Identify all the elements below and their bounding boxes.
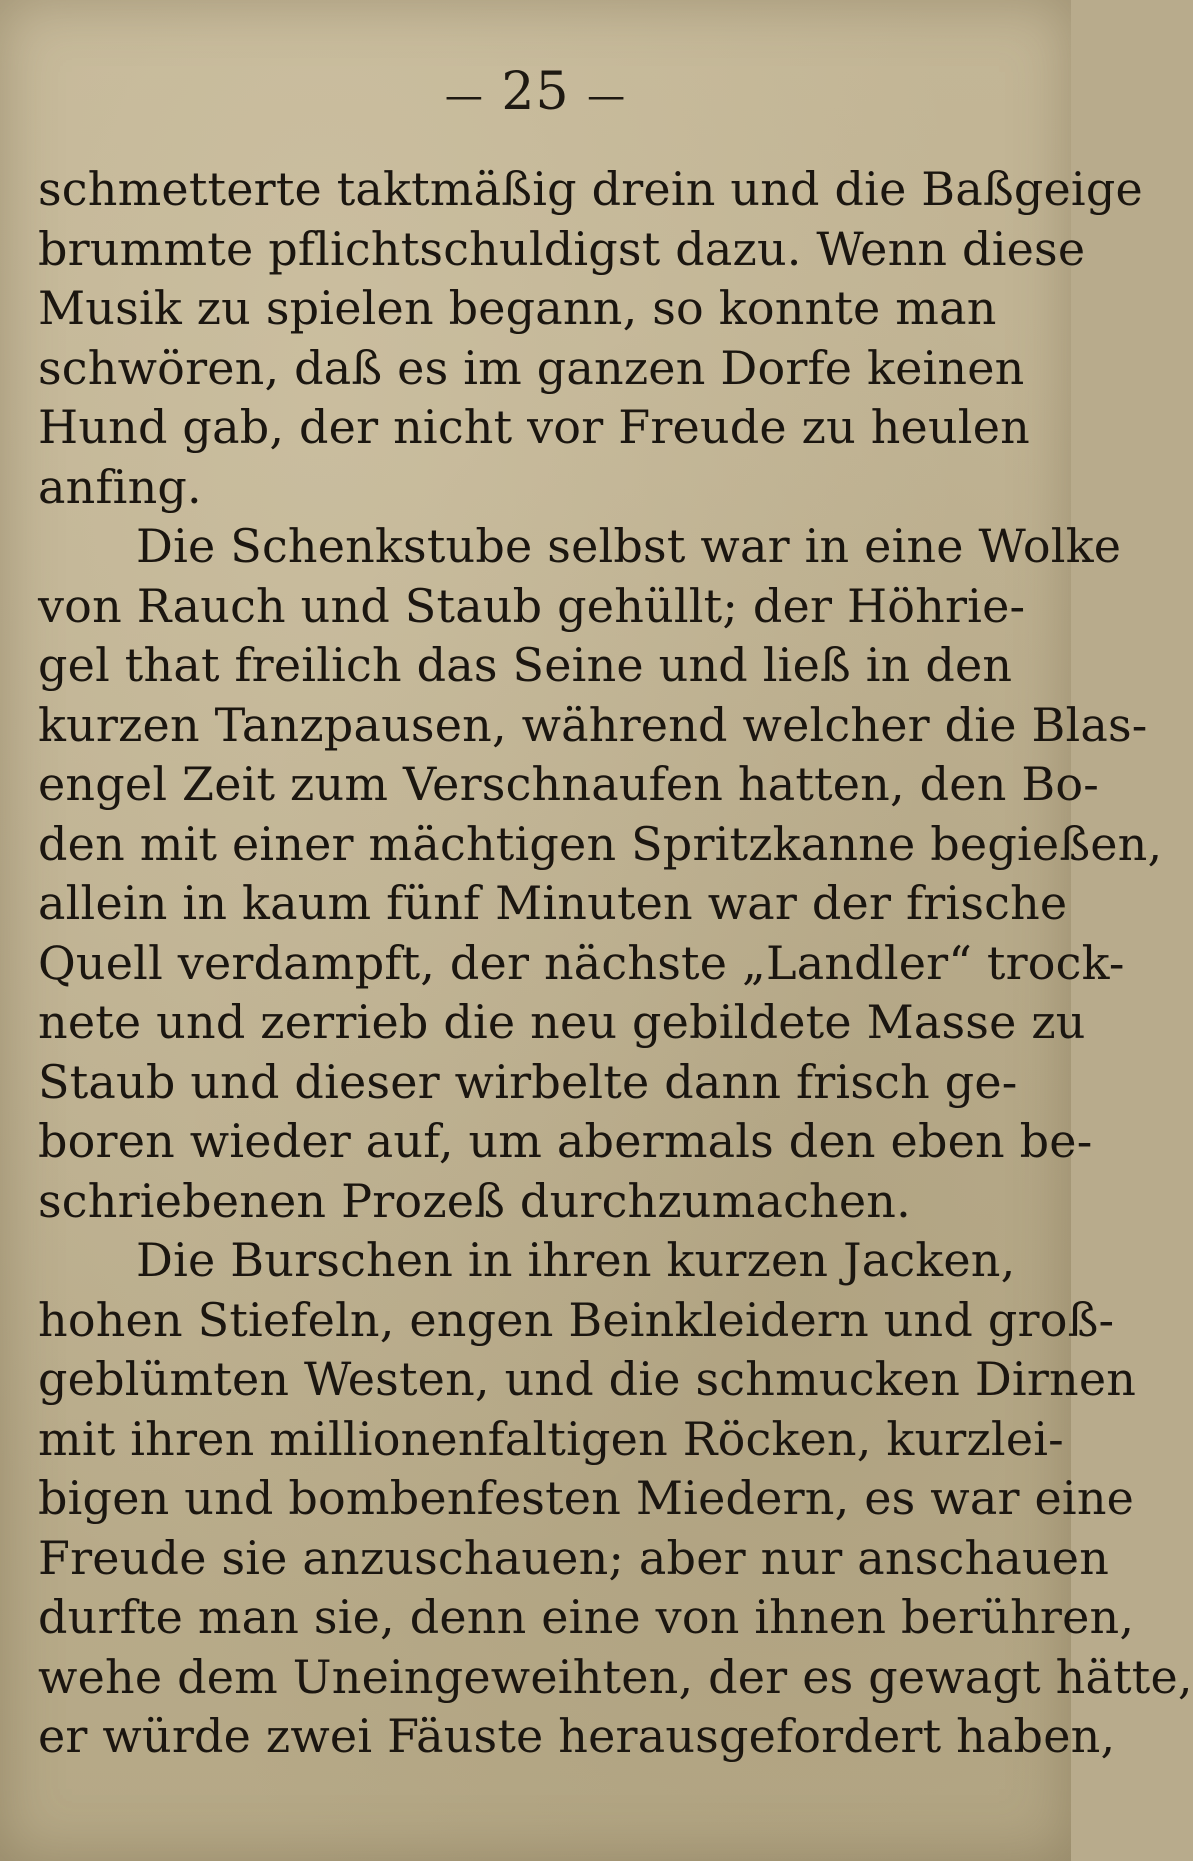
- text-line: anfing.: [38, 459, 202, 514]
- text-line: nete und zerrieb die neu gebildete Masse zu: [38, 995, 1086, 1049]
- text-line: wehe dem Uneingeweihten, der es gewagt hätte,: [38, 1649, 1193, 1704]
- header-dash-left: —: [444, 73, 484, 118]
- text-line: er würde zwei Fäuste herausgefordert haben,: [38, 1709, 1116, 1763]
- text-line: Die Burschen in ihren kurzen Jacken,: [136, 1233, 1016, 1287]
- text-line: hohen Stiefeln, engen Beinkleidern und groß-: [38, 1292, 1115, 1347]
- text-line: engel Zeit zum Verschnaufen hatten, den Bo-: [38, 757, 1100, 811]
- text-line: boren wieder auf, um abermals den eben be-: [38, 1114, 1093, 1168]
- header-dash-right: —: [587, 73, 627, 118]
- text-line: mit ihren millionenfaltigen Röcken, kurzlei-: [38, 1411, 1064, 1466]
- text-line: bigen und bombenfesten Miedern, es war eine: [38, 1471, 1135, 1525]
- text-line: gel that freilich das Seine und ließ in den: [38, 638, 1013, 692]
- body-text: [38, 160, 1193, 1767]
- text-line: Hund gab, der nicht vor Freude zu heulen: [38, 400, 1030, 454]
- text-line: Die Schenkstube selbst war in eine Wolke: [136, 519, 1122, 573]
- text-line: von Rauch und Staub gehüllt; der Höhrie-: [38, 578, 1026, 633]
- text-line: den mit einer mächtigen Spritzkanne begießen,: [38, 816, 1163, 871]
- text-line: Quell verdampft, der nächste „Landler“ trock-: [38, 935, 1125, 990]
- page-header: [0, 62, 1071, 122]
- text-line: geblümten Westen, und die schmucken Dirnen: [38, 1352, 1137, 1406]
- text-line: brummte pflichtschuldigst dazu. Wenn diese: [38, 221, 1086, 276]
- text-line: schwören, daß es im ganzen Dorfe keinen: [38, 340, 1025, 395]
- text-line: durfte man sie, denn eine von ihnen berühren,: [38, 1590, 1135, 1644]
- text-line: Staub und dieser wirbelte dann frisch ge-: [38, 1054, 1018, 1109]
- text-line: allein in kaum fünf Minuten war der frische: [38, 876, 1068, 930]
- text-line: Freude sie anzuschauen; aber nur anschauen: [38, 1530, 1110, 1585]
- text-line: Musik zu spielen begann, so konnte man: [38, 281, 997, 335]
- text-line: schmetterte taktmäßig drein und die Baßgeige: [38, 162, 1143, 216]
- page-number: 25: [501, 62, 570, 122]
- text-line: kurzen Tanzpausen, während welcher die Blas-: [38, 697, 1148, 752]
- text-line: schriebenen Prozeß durchzumachen.: [38, 1173, 911, 1228]
